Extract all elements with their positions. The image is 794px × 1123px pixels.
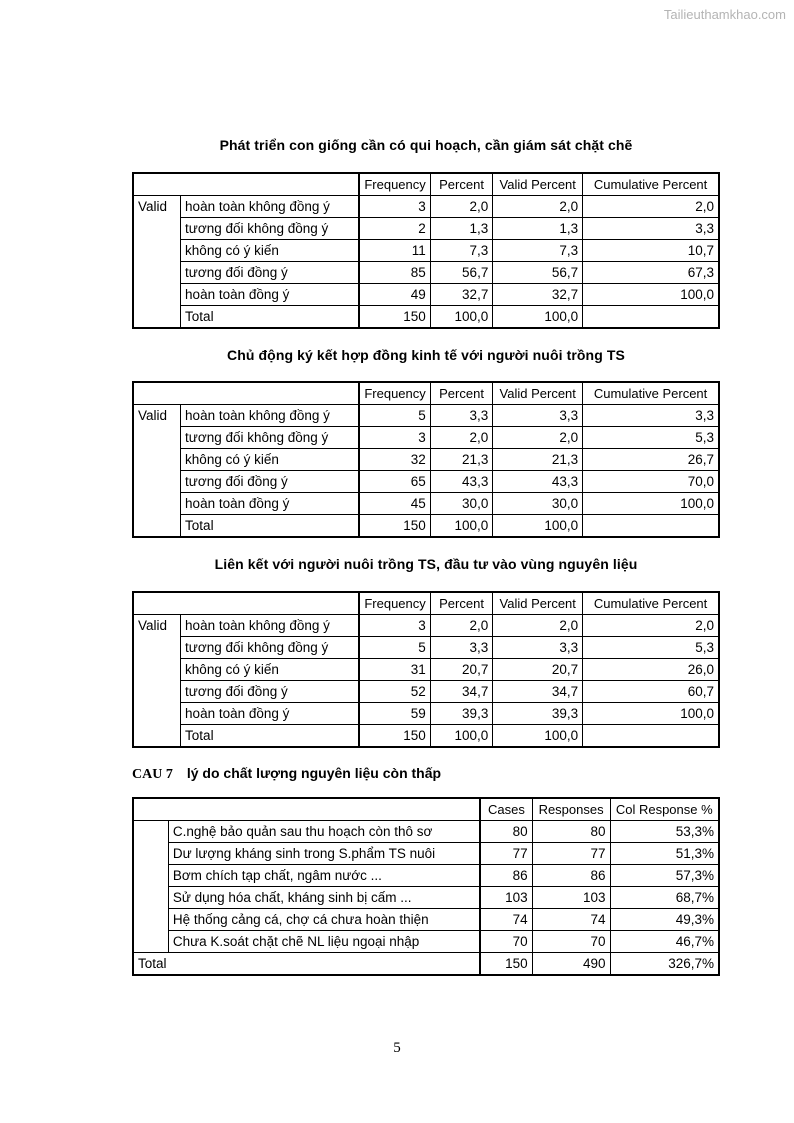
- cell-col-response: 68,7%: [610, 887, 719, 909]
- cell-responses: 80: [532, 821, 610, 843]
- row-label: C.nghệ bảo quản sau thu hoạch còn thô sơ: [168, 821, 480, 843]
- cell-cumulative-percent: 60,7: [583, 681, 719, 703]
- cell-cumulative-percent: 10,7: [583, 240, 719, 262]
- cell-cumulative-percent: 67,3: [583, 262, 719, 284]
- table-title: Chủ động ký kết hợp đồng kinh tế với người nuôi trồng TS: [227, 347, 625, 363]
- cell-cases: 74: [480, 909, 532, 931]
- cell-percent: 34,7: [430, 681, 493, 703]
- cell-responses: 74: [532, 909, 610, 931]
- cell-percent: 100,0: [430, 306, 493, 329]
- cell-frequency: 85: [359, 262, 430, 284]
- cell-valid-percent: 32,7: [493, 284, 583, 306]
- row-label: tương đối không đồng ý: [181, 427, 360, 449]
- cell-percent: 2,0: [430, 196, 493, 218]
- cell-valid-percent: 3,3: [493, 405, 583, 427]
- cell-valid-percent: 21,3: [493, 449, 583, 471]
- table-row: [133, 659, 719, 681]
- cell-cases: 80: [480, 821, 532, 843]
- table-row: [133, 821, 719, 843]
- col-cumulative-percent: Cumulative Percent: [583, 382, 719, 405]
- watermark: Tailieuthamkhao.com: [663, 7, 786, 22]
- cell-frequency: 49: [359, 284, 430, 306]
- cell-cumulative-percent: 100,0: [583, 703, 719, 725]
- row-label: tương đối đồng ý: [181, 471, 360, 493]
- cell-percent: 3,3: [430, 405, 493, 427]
- table-title: Liên kết với người nuôi trồng TS, đầu tư vào vùng nguyên liệu: [214, 556, 638, 572]
- row-label: hoàn toàn đồng ý: [181, 284, 360, 306]
- table-row: [133, 471, 719, 493]
- cell-valid-percent: 34,7: [493, 681, 583, 703]
- table-header-row: [133, 592, 719, 615]
- valid-label: Valid: [133, 196, 181, 218]
- cau7-title: lý do chất lượng nguyên liệu còn thấp: [186, 765, 442, 781]
- cell-valid-percent: 2,0: [493, 615, 583, 637]
- row-label: không có ý kiến: [181, 240, 360, 262]
- cell-frequency: 150: [359, 515, 430, 538]
- cell-valid-percent: 56,7: [493, 262, 583, 284]
- table-row: [133, 703, 719, 725]
- col-cumulative-percent: Cumulative Percent: [583, 173, 719, 196]
- table-row: [133, 931, 719, 953]
- cell-cumulative-percent: 3,3: [583, 405, 719, 427]
- cell-col-response: 46,7%: [610, 931, 719, 953]
- cell-cumulative-percent: [583, 725, 719, 748]
- table-row: [133, 637, 719, 659]
- col-valid-percent: Valid Percent: [493, 592, 583, 615]
- row-label: hoàn toàn không đồng ý: [181, 196, 360, 218]
- table-title: Phát triển con giống cần có qui hoạch, cần giám sát chặt chẽ: [219, 137, 633, 153]
- table-row: [133, 405, 719, 427]
- table-row: [133, 515, 719, 538]
- row-label: Total: [181, 725, 360, 748]
- table-row: [133, 306, 719, 329]
- cell-cumulative-percent: 2,0: [583, 196, 719, 218]
- row-label: hoàn toàn không đồng ý: [181, 405, 360, 427]
- cell-cumulative-percent: 100,0: [583, 493, 719, 515]
- cell-frequency: 3: [359, 196, 430, 218]
- table-row: [133, 681, 719, 703]
- cell-cases: 77: [480, 843, 532, 865]
- cell-cumulative-percent: 5,3: [583, 427, 719, 449]
- col-responses: Responses: [532, 798, 610, 821]
- table-row: [133, 493, 719, 515]
- table-row: [133, 909, 719, 931]
- cell-valid-percent: 100,0: [493, 515, 583, 538]
- cell-percent: 21,3: [430, 449, 493, 471]
- row-label: Sử dụng hóa chất, kháng sinh bị cấm ...: [168, 887, 480, 909]
- frequency-table: [132, 381, 720, 538]
- cell-percent: 32,7: [430, 284, 493, 306]
- cell-col-response: 51,3%: [610, 843, 719, 865]
- cell-valid-percent: 3,3: [493, 637, 583, 659]
- col-percent: Percent: [430, 382, 493, 405]
- cell-percent: 100,0: [430, 515, 493, 538]
- cell-valid-percent: 2,0: [493, 427, 583, 449]
- cell-cumulative-percent: 2,0: [583, 615, 719, 637]
- cell-percent: 3,3: [430, 637, 493, 659]
- cell-cumulative-percent: [583, 306, 719, 329]
- cell-percent: 43,3: [430, 471, 493, 493]
- cell-col-response: 326,7%: [610, 953, 719, 976]
- cell-percent: 7,3: [430, 240, 493, 262]
- cell-valid-percent: 20,7: [493, 659, 583, 681]
- cell-cumulative-percent: 26,7: [583, 449, 719, 471]
- col-percent: Percent: [430, 173, 493, 196]
- row-label: Total: [181, 306, 360, 329]
- table-row: [133, 725, 719, 748]
- cell-cumulative-percent: 70,0: [583, 471, 719, 493]
- row-label: Chưa K.soát chặt chẽ NL liệu ngoại nhập: [168, 931, 480, 953]
- col-valid-percent: Valid Percent: [493, 382, 583, 405]
- table-row: [133, 615, 719, 637]
- cell-valid-percent: 30,0: [493, 493, 583, 515]
- cell-cases: 86: [480, 865, 532, 887]
- row-label: Total: [181, 515, 360, 538]
- cell-percent: 39,3: [430, 703, 493, 725]
- cell-responses: 86: [532, 865, 610, 887]
- cell-col-response: 57,3%: [610, 865, 719, 887]
- row-label: tương đối đồng ý: [181, 681, 360, 703]
- cell-valid-percent: 1,3: [493, 218, 583, 240]
- row-label: hoàn toàn đồng ý: [181, 493, 360, 515]
- cell-frequency: 59: [359, 703, 430, 725]
- col-cumulative-percent: Cumulative Percent: [583, 592, 719, 615]
- table-row: [133, 865, 719, 887]
- table-row: [133, 953, 719, 976]
- cell-frequency: 52: [359, 681, 430, 703]
- cell-col-response: 53,3%: [610, 821, 719, 843]
- row-label: Bơm chích tạp chất, ngâm nước ...: [168, 865, 480, 887]
- valid-label: Valid: [133, 615, 181, 637]
- cell-frequency: 45: [359, 493, 430, 515]
- cell-valid-percent: 100,0: [493, 306, 583, 329]
- cell-percent: 2,0: [430, 427, 493, 449]
- row-label: hoàn toàn không đồng ý: [181, 615, 360, 637]
- cau7-label: CAU 7: [132, 767, 173, 782]
- table-header-row: [133, 382, 719, 405]
- col-frequency: Frequency: [359, 592, 430, 615]
- cell-frequency: 3: [359, 427, 430, 449]
- row-label: tương đối đồng ý: [181, 262, 360, 284]
- cell-col-response: 49,3%: [610, 909, 719, 931]
- cau7-table: [132, 797, 720, 976]
- table-row: [133, 449, 719, 471]
- cell-cases: 70: [480, 931, 532, 953]
- col-col-response: Col Response %: [610, 798, 719, 821]
- table-row: [133, 196, 719, 218]
- row-label: Total: [133, 953, 480, 976]
- cell-cumulative-percent: 3,3: [583, 218, 719, 240]
- table-row: [133, 218, 719, 240]
- cell-percent: 2,0: [430, 615, 493, 637]
- cell-cumulative-percent: 5,3: [583, 637, 719, 659]
- cell-frequency: 5: [359, 637, 430, 659]
- table-row: [133, 262, 719, 284]
- col-percent: Percent: [430, 592, 493, 615]
- cell-cumulative-percent: 100,0: [583, 284, 719, 306]
- valid-label: Valid: [133, 405, 181, 427]
- cell-frequency: 65: [359, 471, 430, 493]
- row-label: không có ý kiến: [181, 659, 360, 681]
- col-valid-percent: Valid Percent: [493, 173, 583, 196]
- row-label: tương đối không đồng ý: [181, 218, 360, 240]
- cell-frequency: 5: [359, 405, 430, 427]
- cell-percent: 30,0: [430, 493, 493, 515]
- cell-cumulative-percent: [583, 515, 719, 538]
- cell-percent: 56,7: [430, 262, 493, 284]
- cell-percent: 20,7: [430, 659, 493, 681]
- table-header-row: [133, 173, 719, 196]
- cell-responses: 77: [532, 843, 610, 865]
- cell-frequency: 3: [359, 615, 430, 637]
- cell-frequency: 2: [359, 218, 430, 240]
- row-label: không có ý kiến: [181, 449, 360, 471]
- row-label: Hệ thống cảng cá, chợ cá chưa hoàn thiện: [168, 909, 480, 931]
- cell-frequency: 150: [359, 725, 430, 748]
- frequency-table: [132, 172, 720, 329]
- cell-percent: 100,0: [430, 725, 493, 748]
- table-row: [133, 427, 719, 449]
- cell-responses: 490: [532, 953, 610, 976]
- row-label: tương đối không đồng ý: [181, 637, 360, 659]
- cell-responses: 103: [532, 887, 610, 909]
- cell-valid-percent: 2,0: [493, 196, 583, 218]
- cell-frequency: 150: [359, 306, 430, 329]
- frequency-table: [132, 591, 720, 748]
- cell-cases: 150: [480, 953, 532, 976]
- table-row: [133, 887, 719, 909]
- cell-frequency: 11: [359, 240, 430, 262]
- cell-percent: 1,3: [430, 218, 493, 240]
- table-row: [133, 843, 719, 865]
- cell-responses: 70: [532, 931, 610, 953]
- cell-cumulative-percent: 26,0: [583, 659, 719, 681]
- col-cases: Cases: [480, 798, 532, 821]
- cell-frequency: 32: [359, 449, 430, 471]
- cell-valid-percent: 7,3: [493, 240, 583, 262]
- cau7-heading: [132, 765, 441, 783]
- row-label: Dư lượng kháng sinh trong S.phẩm TS nuôi: [168, 843, 480, 865]
- col-frequency: Frequency: [359, 382, 430, 405]
- header-empty: [133, 173, 359, 196]
- table-row: [133, 284, 719, 306]
- cell-cases: 103: [480, 887, 532, 909]
- col-frequency: Frequency: [359, 173, 430, 196]
- row-label: hoàn toàn đồng ý: [181, 703, 360, 725]
- table-header-row: [133, 798, 719, 821]
- cell-valid-percent: 100,0: [493, 725, 583, 748]
- table-row: [133, 240, 719, 262]
- cell-valid-percent: 39,3: [493, 703, 583, 725]
- cell-frequency: 31: [359, 659, 430, 681]
- page-number: 5: [393, 1040, 401, 1056]
- cell-valid-percent: 43,3: [493, 471, 583, 493]
